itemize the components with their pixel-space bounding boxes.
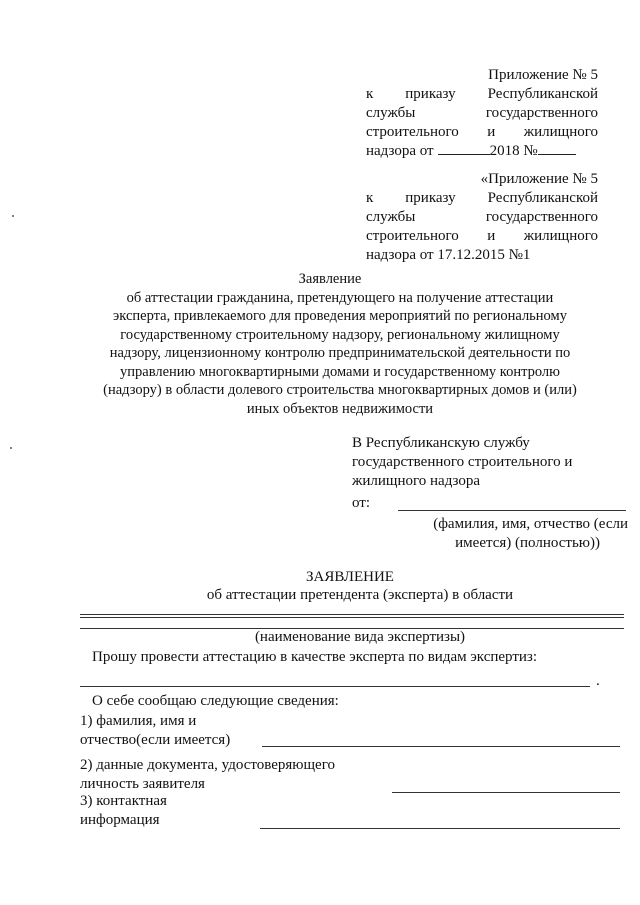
expertise-field-line[interactable]: [80, 614, 624, 615]
info-item-2: 2) данные документа, удостоверяющего личность заявителя: [80, 757, 335, 792]
name-field-line[interactable]: [262, 746, 620, 747]
expertise-hint: (наименование вида экспертизы): [254, 629, 466, 645]
heading-line: (надзору) в области долевого строительства многоквартирных домов и (или): [103, 382, 577, 398]
appendix-block-1: [366, 66, 598, 161]
heading-line: надзору, лицензионному контролю предпринимательской деятельности по: [109, 345, 571, 361]
info-item-3: 3) контактная информация: [80, 793, 167, 828]
statement-title: ЗАЯВЛЕНИЕ: [306, 569, 394, 585]
request-text: Прошу провести аттестацию в качестве эксперта по видам экспертиз:: [92, 649, 538, 665]
appendix-line: к приказу Республиканской: [366, 86, 599, 102]
appendix-block-2: [366, 170, 598, 265]
heading-line: иных объектов недвижимости: [246, 400, 434, 417]
heading-line: об аттестации гражданина, претендующего на получение аттестации: [126, 289, 554, 306]
appendix-title: Приложение № 5: [488, 67, 598, 83]
addressee-line: государственного строительного и: [352, 454, 573, 470]
appendix-line: строительного и жилищного: [366, 228, 599, 244]
info-item-1: 1) фамилия, имя и отчество(если имеется): [80, 713, 231, 748]
expertise-types-field-line[interactable]: [80, 686, 590, 687]
addressee-line: В Республиканскую службу: [352, 435, 530, 451]
appendix-line: службы государственного: [366, 105, 598, 121]
addressee-line: жилищного надзора: [352, 473, 481, 489]
appendix-line: к приказу Республиканской: [366, 190, 599, 206]
expertise-field-line: [80, 617, 624, 618]
from-field-line[interactable]: [398, 510, 626, 511]
from-field-hint: (фамилия, имя, отчество (если имеется) (полностью)): [433, 516, 628, 551]
appendix-line: надзора от 17.12.2015 №1: [366, 247, 531, 263]
appendix-line: службы государственного: [366, 209, 598, 225]
addressee-block: [352, 434, 612, 513]
statement-subtitle: об аттестации претендента (эксперта) в области: [206, 587, 514, 603]
period-mark: .: [596, 673, 600, 689]
scan-speck: [12, 215, 14, 217]
scan-speck: [10, 447, 12, 449]
appendix-line: строительного и жилищного: [366, 124, 599, 140]
from-label: от:: [352, 495, 371, 511]
heading-line: государственному строительному надзору, региональному жилищному: [120, 326, 560, 343]
heading-line: управлению многоквартирными домами и государственному контролю: [120, 363, 560, 380]
contact-field-line[interactable]: [260, 828, 620, 829]
heading-title: Заявление: [298, 271, 362, 287]
info-intro: О себе сообщаю следующие сведения:: [92, 693, 339, 709]
heading-line: эксперта, привлекаемого для проведения мероприятий по региональному: [113, 308, 567, 324]
heading-block: [90, 270, 590, 418]
appendix-title: «Приложение № 5: [480, 171, 598, 187]
appendix-date-line: надзора от 2018 №: [366, 142, 598, 161]
document-field-line[interactable]: [392, 792, 620, 793]
